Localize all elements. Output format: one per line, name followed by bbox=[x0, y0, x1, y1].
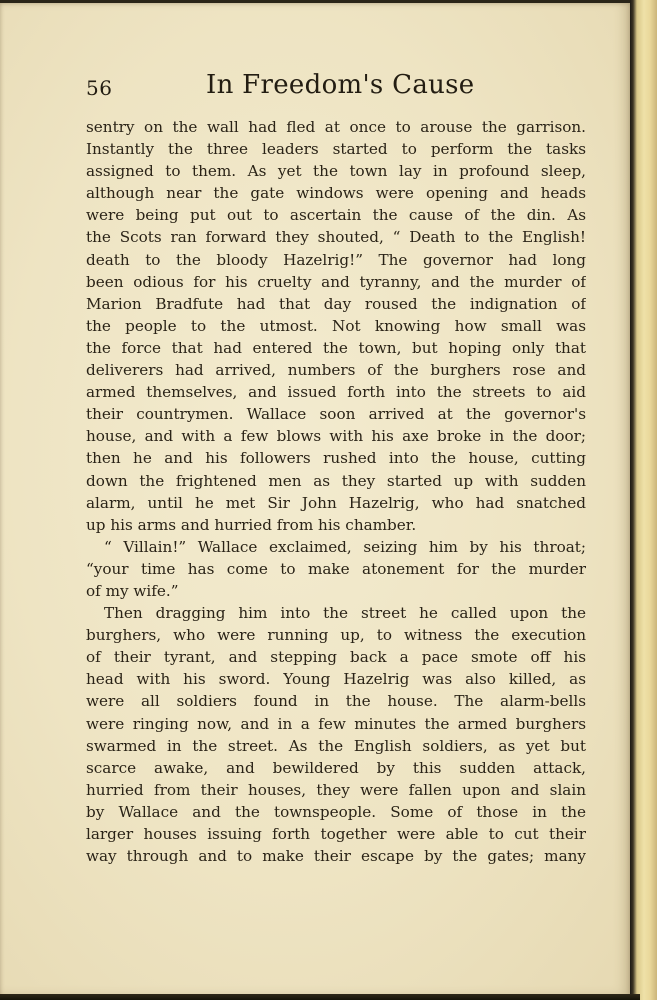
text-line: “ Villain!” Wallace exclaimed, seizing him by his throat; bbox=[104, 537, 586, 556]
text-line: armed themselves, and issued forth into the streets to aid bbox=[86, 383, 586, 402]
text-line: sentry on the wall had fled at once to arouse the garrison. bbox=[86, 118, 586, 136]
text-line: assigned to them. As yet the town lay in profound sleep, bbox=[86, 162, 586, 181]
body-text bbox=[86, 116, 586, 867]
text-line: Then dragging him into the street he called upon the bbox=[104, 604, 586, 623]
text-line: way through and to make their escape by the gates; many bbox=[86, 847, 586, 866]
running-title: In Freedom's Cause bbox=[206, 70, 475, 100]
page-bottom-edge bbox=[0, 994, 640, 1000]
text-line: swarmed in the street. As the English soldiers, as yet but bbox=[86, 736, 586, 755]
text-line: death to the bloody Hazelrig!” The governor had long bbox=[86, 250, 586, 269]
text-line: by Wallace and the townspeople. Some of those in the bbox=[86, 802, 586, 821]
text-line: Instantly the three leaders started to perform the tasks bbox=[86, 140, 586, 159]
text-line: were all soldiers found in the house. The alarm-bells bbox=[86, 692, 586, 711]
page-top-edge bbox=[0, 0, 640, 3]
text-line: their countrymen. Wallace soon arrived at the governor's bbox=[86, 405, 586, 424]
text-line: Marion Bradfute had that day roused the indignation of bbox=[86, 294, 586, 313]
text-line: hurried from their houses, they were fallen upon and slain bbox=[86, 780, 586, 799]
text-line: were being put out to ascertain the cause of the din. As bbox=[86, 206, 586, 225]
text-line: the Scots ran forward they shouted, “ Death to the English! bbox=[86, 228, 586, 247]
text-line: of their tyrant, and stepping back a pace smote off his bbox=[86, 648, 586, 667]
text-line: up his arms and hurried from his chamber. bbox=[86, 515, 417, 534]
text-line: although near the gate windows were opening and heads bbox=[86, 184, 586, 203]
text-line: larger houses issuing forth together were able to cut their bbox=[86, 825, 586, 843]
text-line: of my wife.” bbox=[86, 581, 179, 600]
text-line: deliverers had arrived, numbers of the burghers rose and bbox=[86, 361, 586, 380]
book-spine-edge bbox=[630, 0, 657, 1000]
text-line: then he and his followers rushed into the house, cutting bbox=[86, 449, 586, 468]
text-line: house, and with a few blows with his axe broke in the door; bbox=[86, 427, 586, 446]
text-line: down the frightened men as they started up with sudden bbox=[86, 471, 586, 490]
page-number: 56 bbox=[86, 76, 113, 100]
page-header bbox=[86, 66, 590, 106]
text-line: the force that had entered the town, but hoping only that bbox=[86, 338, 586, 357]
text-line: were ringing now, and in a few minutes the armed burghers bbox=[86, 714, 586, 733]
text-line: “your time has come to make atonement for the murder bbox=[86, 559, 586, 578]
text-line: head with his sword. Young Hazelrig was also killed, as bbox=[86, 670, 586, 689]
text-line: the people to the utmost. Not knowing how small was bbox=[86, 316, 586, 335]
text-line: alarm, until he met Sir John Hazelrig, who had snatched bbox=[86, 493, 586, 512]
text-line: been odious for his cruelty and tyranny, and the murder of bbox=[86, 272, 586, 291]
text-line: scarce awake, and bewildered by this sudden attack, bbox=[86, 758, 586, 777]
text-line: burghers, who were running up, to witness the execution bbox=[86, 626, 586, 645]
